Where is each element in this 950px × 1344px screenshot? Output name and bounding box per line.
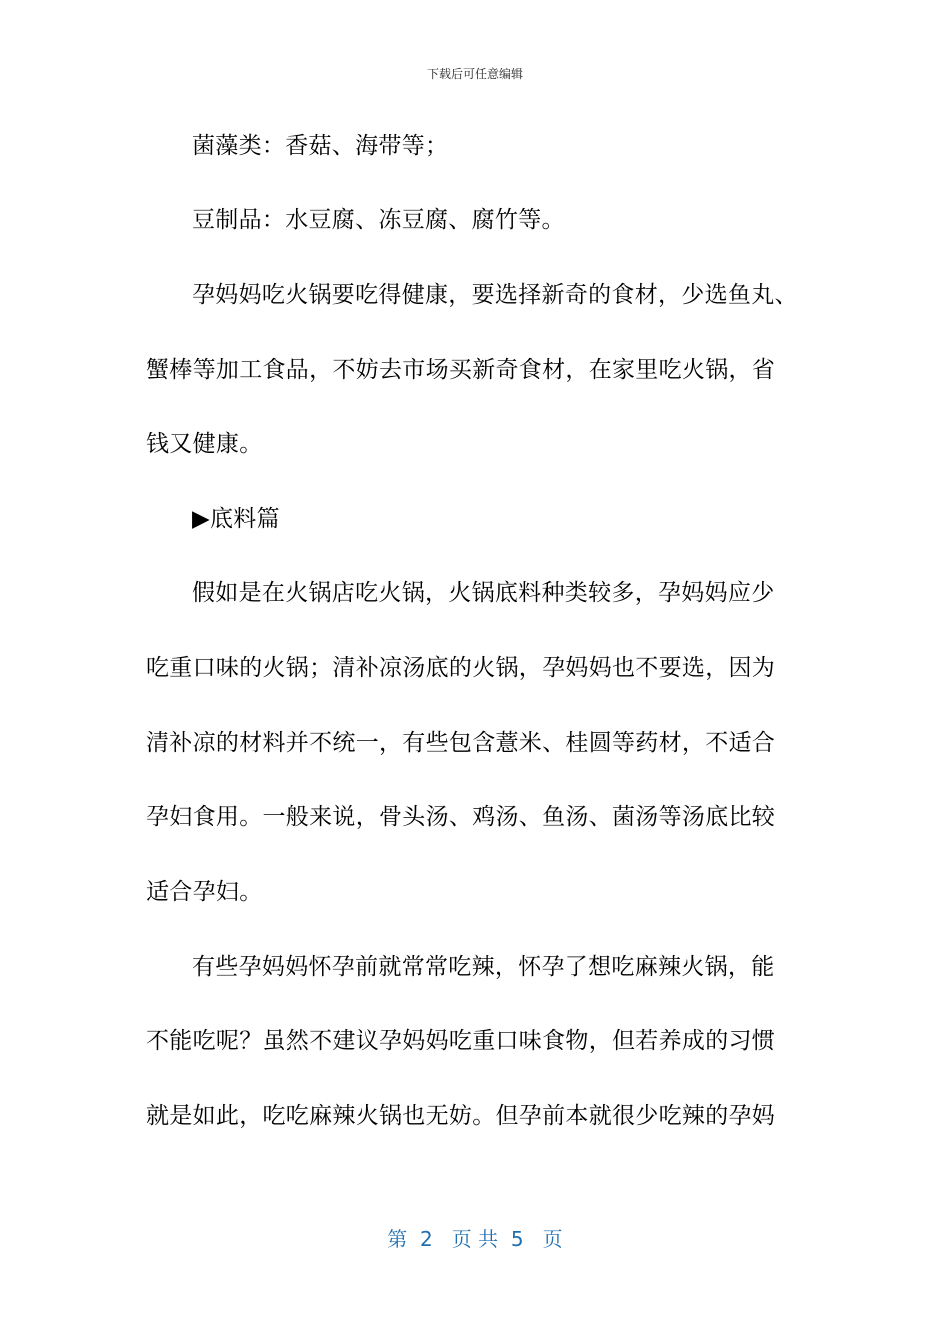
body-line-4: 蟹棒等加工食品，不妨去市场买新奇食材，在家里吃火锅，省: [146, 357, 776, 383]
section-heading: ▶底料篇: [192, 506, 280, 532]
body-line-11: 适合孕妇。: [146, 879, 263, 905]
body-line-3: 孕妈妈吃火锅要吃得健康，要选择新奇的食材，少选鱼丸、: [192, 282, 798, 308]
body-line-9: 清补凉的材料并不统一，有些包含薏米、桂圆等药材，不适合: [146, 730, 776, 756]
body-line-5: 钱又健康。: [146, 431, 263, 457]
body-line-1: 菌藻类：香菇、海带等；: [192, 133, 449, 159]
page-number-footer: 第 2 页 共 5 页: [387, 1227, 563, 1251]
body-line-2: 豆制品：水豆腐、冻豆腐、腐竹等。: [192, 207, 565, 233]
body-line-8: 吃重口味的火锅；清补凉汤底的火锅，孕妈妈也不要选，因为: [146, 655, 776, 681]
page-header: 下载后可任意编辑: [426, 67, 523, 81]
body-line-12: 有些孕妈妈怀孕前就常常吃辣，怀孕了想吃麻辣火锅，能: [192, 954, 775, 980]
body-line-13: 不能吃呢？虽然不建议孕妈妈吃重口味食物，但若养成的习惯: [146, 1028, 776, 1054]
body-line-7: 假如是在火锅店吃火锅，火锅底料种类较多，孕妈妈应少: [192, 580, 775, 606]
body-line-10: 孕妇食用。一般来说，骨头汤、鸡汤、鱼汤、菌汤等汤底比较: [146, 804, 776, 830]
body-line-14: 就是如此，吃吃麻辣火锅也无妨。但孕前本就很少吃辣的孕妈: [146, 1103, 776, 1129]
